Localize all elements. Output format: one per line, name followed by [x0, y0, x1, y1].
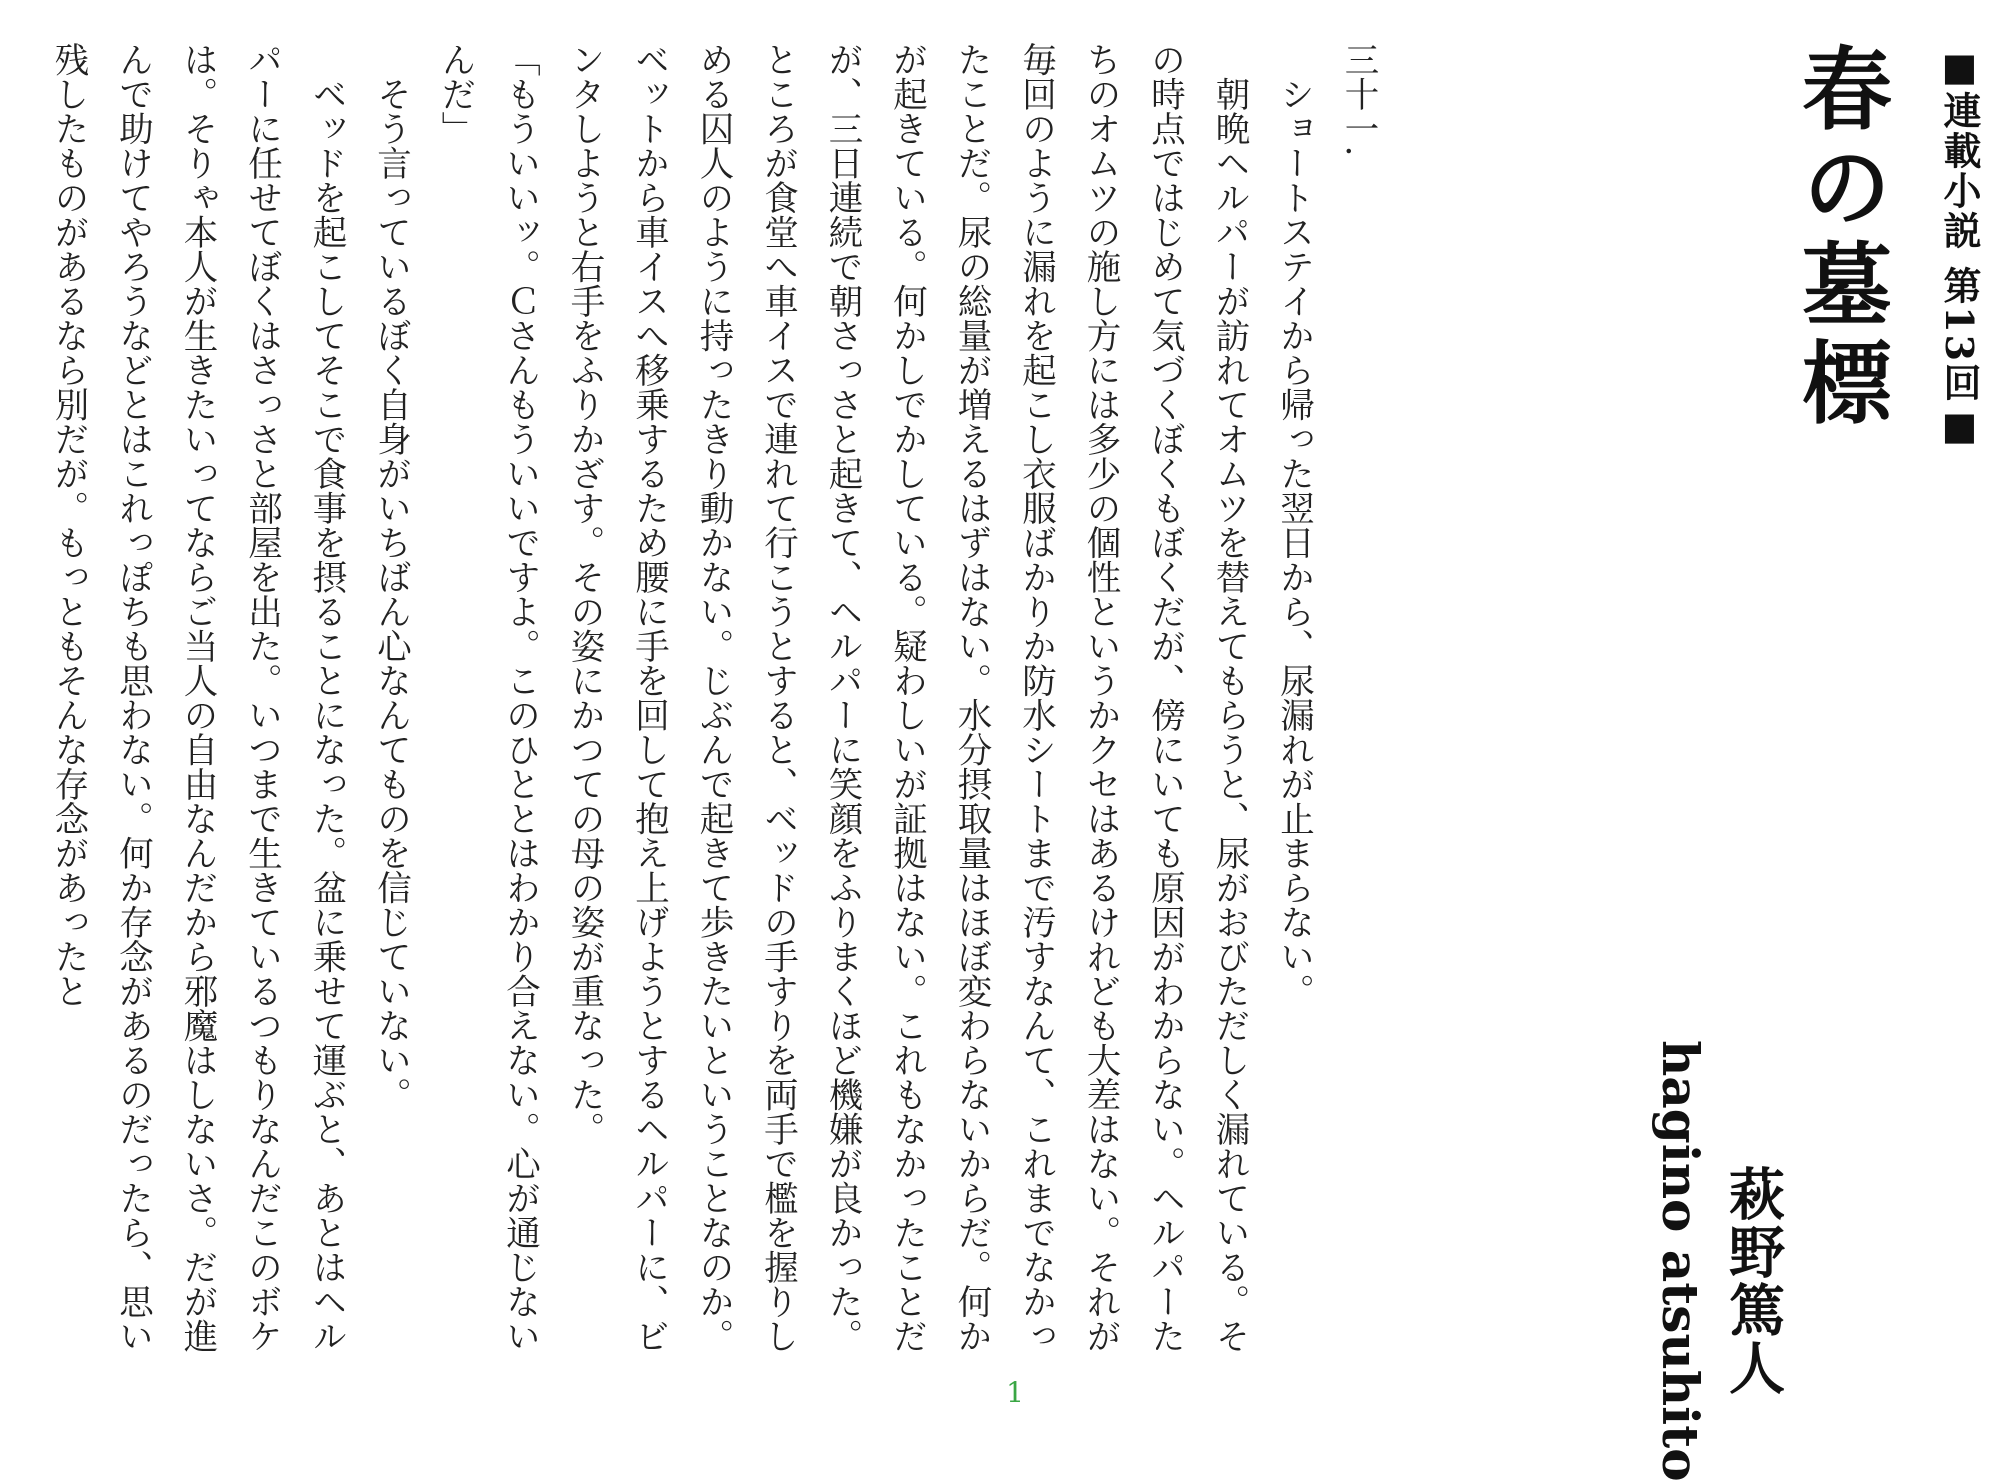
paragraph: そう言っているぼく自身がいちばん心なんてものを信じていない。: [370, 42, 411, 1112]
page-number: 1: [1006, 1376, 1024, 1409]
paragraph: ショートステイから帰った翌日から、尿漏れが止まらない。: [1273, 42, 1314, 1008]
story-title: 春の墓標: [1786, 42, 1892, 434]
chapter-number: 三十一.: [1338, 42, 1378, 157]
author-romaji: hagino atsuhito: [1651, 1040, 1710, 1482]
paragraph: ベッドを起こしてそこで食事を摂ることになった。盆に乗せて運ぶと、あとはヘルパーに任せてぼくはさっさと部屋を出た。いつまで生きているつもりなんだこのボケは。そりゃ本人が生きたいってならご当人の自由なんだから邪魔はしないさ。だが進んで助けてやろうなどとはこれっぽちも思わない。何か存念があるのだったら、思い残したものがあるなら別だが。もっともそんな存念があったと: [48, 42, 346, 1353]
series-label: ■連載小説 第13回■: [1937, 44, 1982, 451]
body-text: [18, 42, 1390, 1382]
author-name: 萩野篤人: [1720, 1165, 1786, 1397]
paragraph: 朝晩ヘルパーが訪れてオムツを替えてもらうと、尿がおびただしく漏れている。その時点ではじめて気づくぼくもぼくだが、傍にいても原因がわからない。ヘルパーたちのオムツの施し方には多少の個性というかクセはあるけれども大差はない。それが毎回のように漏れを起こし衣服ばかりか防水シートまで汚すなんて、これまでなかったことだ。尿の総量が増えるはずはない。水分摂取量はほぼ変わらないからだ。何かが起きている。何かしでかしている。疑わしいが証拠はない。これもなかったことだが、三日連続で朝さっさと起きて、ヘルパーに笑顔をふりまくほど機嫌が良かった。ところが食堂へ車イスで連れて行こうとすると、ベッドの手すりを両手で檻を握りしめる囚人のように持ったきり動かない。じぶんで起きて歩きたいということなのか。ベットから車イスへ移乗するため腰に手を回して抱え上げようとするヘルパーに、ビンタしようと右手をふりかざす。その姿にかつての母の姿が重なった。: [564, 42, 1249, 1353]
dialogue-line: 「もういいッ。Ｃさんもういいですよ。このひととはわかり合えない。心が通じないんだ」: [435, 42, 540, 1353]
